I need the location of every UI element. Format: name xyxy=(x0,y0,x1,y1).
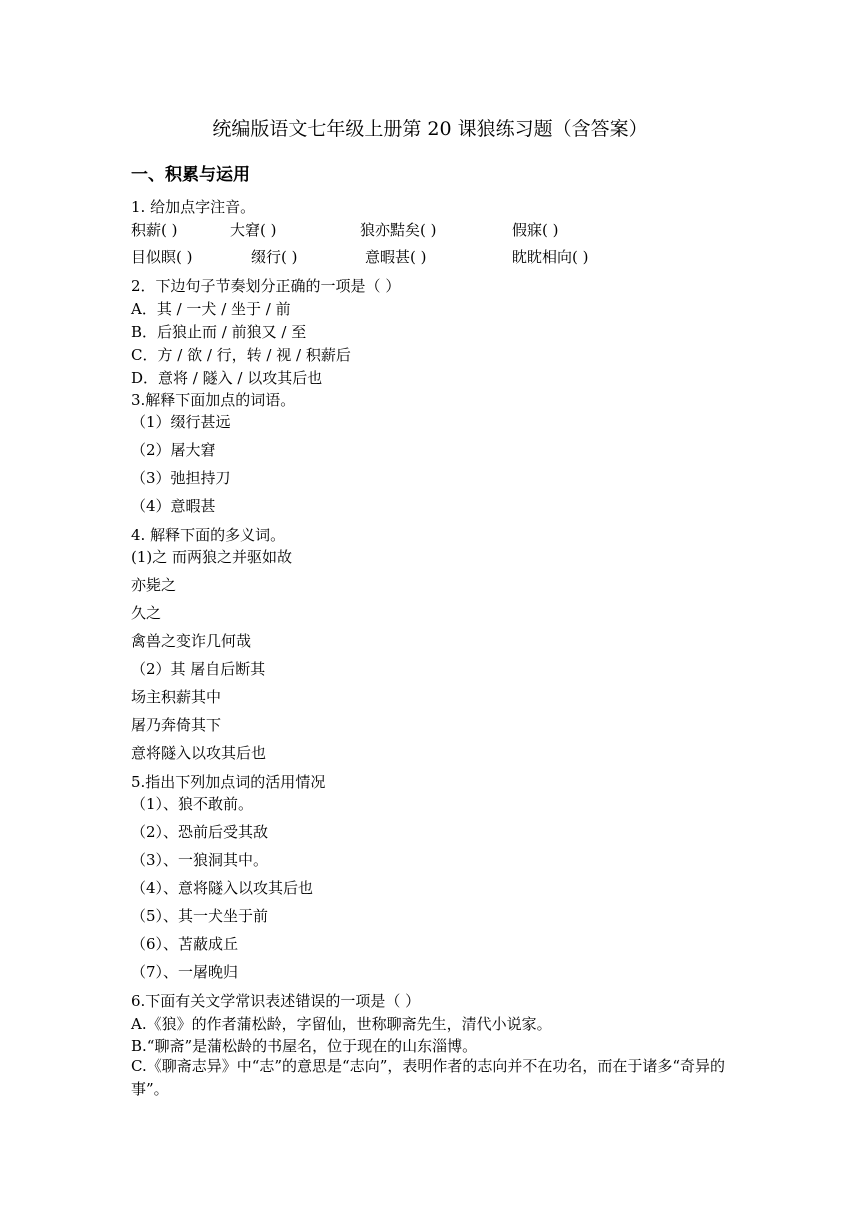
q4-item: 意将隧入以攻其后也 xyxy=(131,744,267,762)
q5-item: （3）、一狼洞其中。 xyxy=(131,851,269,869)
q1-item: 意暇甚( ) xyxy=(365,248,427,266)
q5-item: （6）、苫蔽成丘 xyxy=(131,935,239,953)
q1-row1 xyxy=(131,219,733,241)
q5-prompt: 5.指出下列加点词的活用情况 xyxy=(131,773,326,791)
q2-option-b: B．后狼止而 / 前狼又 / 至 xyxy=(131,323,307,341)
q3-item: （2）屠大窘 xyxy=(131,441,216,459)
q6-option-a: A.《狼》的作者蒲松龄，字留仙，世称聊斋先生，清代小说家。 xyxy=(131,1015,552,1033)
q6-option-b: B.“聊斋”是蒲松龄的书屋名，位于现在的山东淄博。 xyxy=(131,1037,478,1055)
q1-item: 狼亦黠矣( ) xyxy=(360,221,437,239)
q4-item: 场主积薪其中 xyxy=(131,688,222,706)
q4-item: (1)之 而两狼之并驱如故 xyxy=(131,548,293,566)
q6-option-c: C.《聊斋志异》中“志”的意思是“志向”，表明作者的志向并不在功名，而在于诸多“奇异的事”。 xyxy=(131,1057,726,1098)
q1-item: 积薪( ) xyxy=(131,221,178,239)
q6-prompt: 6.下面有关文学常识表述错误的一项是（ ） xyxy=(131,992,421,1010)
q4-item: 屠乃奔倚其下 xyxy=(131,716,222,734)
q1-prompt: 1. 给加点字注音。 xyxy=(131,198,256,216)
q3-item: （1）缀行甚远 xyxy=(131,413,231,431)
q3-prompt: 3.解释下面加点的词语。 xyxy=(131,391,296,409)
document-title: 统编版语文七年级上册第 20 课狼练习题（含答案） xyxy=(212,118,648,140)
q4-item: 禽兽之变诈几何哉 xyxy=(131,632,252,650)
q2-prompt: 2．下边句子节奏划分正确的一项是（ ） xyxy=(131,277,401,295)
q5-item: （4）、意将隧入以攻其后也 xyxy=(131,879,314,897)
q5-item: （2）、恐前后受其敌 xyxy=(131,823,269,841)
q1-item: 缀行( ) xyxy=(251,248,298,266)
q1-row2 xyxy=(131,246,733,268)
q4-item: 久之 xyxy=(131,604,162,622)
q1-item: 大窘( ) xyxy=(230,221,277,239)
q2-option-a: A．其 / 一犬 / 坐于 / 前 xyxy=(131,300,291,318)
q5-item: （1）、狼不敢前。 xyxy=(131,795,254,813)
q5-item: （7）、一屠晚归 xyxy=(131,963,239,981)
section-heading: 一、积累与运用 xyxy=(131,165,250,185)
q3-item: （4）意暇甚 xyxy=(131,497,216,515)
q2-option-c: C．方 / 欲 / 行，转 / 视 / 积薪后 xyxy=(131,346,351,364)
q4-item: （2）其 屠自后断其 xyxy=(131,660,266,678)
q5-item: （5）、其一犬坐于前 xyxy=(131,907,269,925)
q3-item: （3）弛担持刀 xyxy=(131,469,231,487)
q4-item: 亦毙之 xyxy=(131,576,177,594)
q2-option-d: D．意将 / 隧入 / 以攻其后也 xyxy=(131,369,323,387)
q4-prompt: 4. 解释下面的多义词。 xyxy=(131,526,286,544)
q1-item: 眈眈相向( ) xyxy=(512,248,589,266)
q1-item: 目似瞑( ) xyxy=(131,248,193,266)
q1-item: 假寐( ) xyxy=(512,221,559,239)
